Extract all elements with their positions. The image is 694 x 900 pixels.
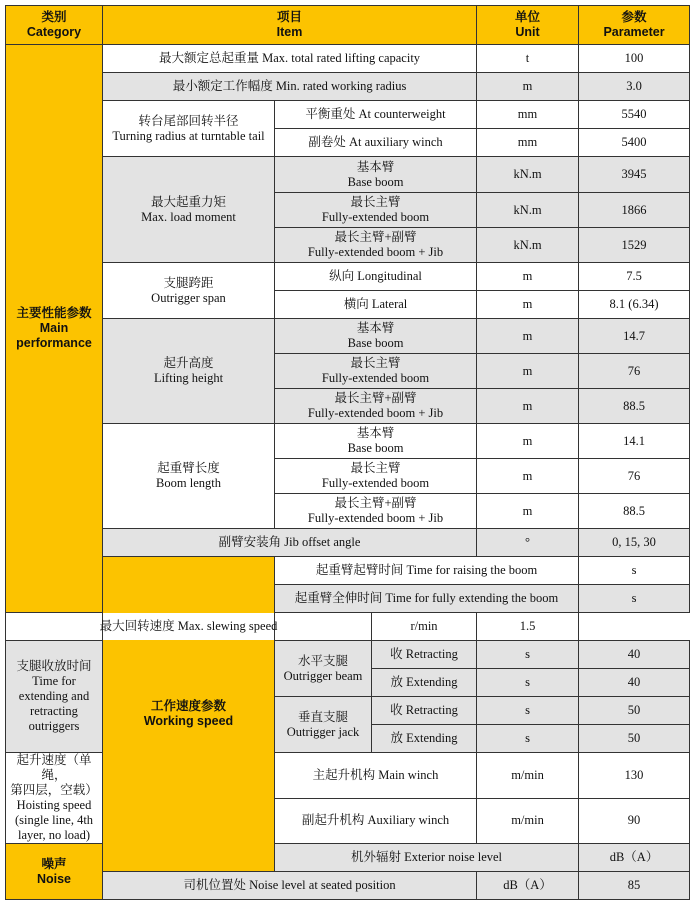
outrigger-beam-label: 水平支腿 Outrigger beam bbox=[275, 641, 372, 697]
header-parameter: 参数 Parameter bbox=[579, 6, 690, 45]
length-jib-value: 88.5 bbox=[579, 494, 690, 529]
length-base-label: 基本臂 Base boom bbox=[275, 424, 477, 459]
longitudinal-unit: m bbox=[477, 263, 579, 291]
jib-offset-unit: ° bbox=[477, 529, 579, 557]
lifting-height-label: 起升高度 Lifting height bbox=[103, 319, 275, 424]
beam-retract-label: 收 Retracting bbox=[372, 641, 477, 669]
moment-full-unit: kN.m bbox=[477, 193, 579, 228]
length-full-unit: m bbox=[477, 459, 579, 494]
min-radius-unit: m bbox=[477, 73, 579, 101]
beam-extend-label: 放 Extending bbox=[372, 669, 477, 697]
table-row bbox=[6, 424, 690, 459]
main-winch-label: 主起升机构 Main winch bbox=[275, 753, 477, 799]
raise-boom-label: 起重臂起臂时间 Time for raising the boom bbox=[275, 557, 579, 585]
seated-noise-label: 司机位置处 Noise level at seated position bbox=[103, 872, 477, 900]
jack-retract-label: 收 Retracting bbox=[372, 697, 477, 725]
height-full-value: 76 bbox=[579, 354, 690, 389]
category-noise: 噪声 Noise bbox=[6, 844, 103, 900]
load-moment-label: 最大起重力矩 Max. load moment bbox=[103, 157, 275, 263]
beam-extend-value: 40 bbox=[579, 669, 690, 697]
longitudinal-value: 7.5 bbox=[579, 263, 690, 291]
slewing-value: 1.5 bbox=[477, 613, 579, 641]
lateral-unit: m bbox=[477, 291, 579, 319]
specification-table bbox=[5, 5, 690, 900]
tail-radius-label: 转台尾部回转半径 Turning radius at turntable tail bbox=[103, 101, 275, 157]
outrigger-jack-label: 垂直支腿 Outrigger jack bbox=[275, 697, 372, 753]
height-jib-value: 88.5 bbox=[579, 389, 690, 424]
moment-jib-unit: kN.m bbox=[477, 228, 579, 263]
counterweight-unit: mm bbox=[477, 101, 579, 129]
aux-winch-speed-value: 90 bbox=[579, 798, 690, 844]
exterior-noise-unit: dB（A） bbox=[579, 844, 690, 872]
main-winch-unit: m/min bbox=[477, 753, 579, 799]
category-main-performance: 主要性能参数 Main performance bbox=[6, 45, 103, 613]
beam-retract-value: 40 bbox=[579, 641, 690, 669]
jack-extend-label: 放 Extending bbox=[372, 725, 477, 753]
aux-winch-label: 副卷处 At auxiliary winch bbox=[275, 129, 477, 157]
beam-retract-unit: s bbox=[477, 641, 579, 669]
max-load-value: 100 bbox=[579, 45, 690, 73]
main-winch-value: 130 bbox=[579, 753, 690, 799]
length-full-label: 最长主臂 Fully-extended boom bbox=[275, 459, 477, 494]
extend-boom-label: 起重臂全伸时间 Time for fully extending the boom bbox=[275, 585, 579, 613]
slewing-label: 最大回转速度 Max. slewing speed bbox=[6, 613, 372, 641]
jack-extend-value: 50 bbox=[579, 725, 690, 753]
category-working-speed: 工作速度参数 Working speed bbox=[103, 557, 275, 872]
moment-jib-value: 1529 bbox=[579, 228, 690, 263]
length-full-value: 76 bbox=[579, 459, 690, 494]
hoisting-speed-label: 起升速度（单绳， 第四层，空载） Hoisting speed (single line, 4th layer, no load) bbox=[6, 753, 103, 844]
length-jib-unit: m bbox=[477, 494, 579, 529]
jack-retract-unit: s bbox=[477, 697, 579, 725]
table-row bbox=[6, 45, 690, 73]
seated-noise-value: 85 bbox=[579, 872, 690, 900]
height-base-label: 基本臂 Base boom bbox=[275, 319, 477, 354]
min-radius-value: 3.0 bbox=[579, 73, 690, 101]
table-row bbox=[6, 557, 690, 585]
counterweight-value: 5540 bbox=[579, 101, 690, 129]
outrigger-span-label: 支腿跨距 Outrigger span bbox=[103, 263, 275, 319]
length-base-value: 14.1 bbox=[579, 424, 690, 459]
counterweight-label: 平衡重处 At counterweight bbox=[275, 101, 477, 129]
jib-offset-value: 0, 15, 30 bbox=[579, 529, 690, 557]
table-row bbox=[6, 101, 690, 129]
header-category: 类别 Category bbox=[6, 6, 103, 45]
jack-retract-value: 50 bbox=[579, 697, 690, 725]
seated-noise-unit: dB（A） bbox=[477, 872, 579, 900]
length-base-unit: m bbox=[477, 424, 579, 459]
boom-length-label: 起重臂长度 Boom length bbox=[103, 424, 275, 529]
table-row bbox=[6, 613, 690, 641]
raise-boom-unit: s bbox=[579, 557, 690, 585]
height-jib-label: 最长主臂+副臂 Fully-extended boom + Jib bbox=[275, 389, 477, 424]
table-row bbox=[6, 529, 690, 557]
table-row bbox=[6, 157, 690, 193]
max-load-label: 最大额定总起重量 Max. total rated lifting capacity bbox=[103, 45, 477, 73]
height-base-value: 14.7 bbox=[579, 319, 690, 354]
aux-winch-speed-label: 副起升机构 Auxiliary winch bbox=[275, 798, 477, 844]
longitudinal-label: 纵向 Longitudinal bbox=[275, 263, 477, 291]
header-item: 项目 Item bbox=[103, 6, 477, 45]
moment-full-value: 1866 bbox=[579, 193, 690, 228]
jib-offset-label: 副臂安装角 Jib offset angle bbox=[103, 529, 477, 557]
moment-base-label: 基本臂 Base boom bbox=[275, 157, 477, 193]
moment-base-value: 3945 bbox=[579, 157, 690, 193]
aux-winch-speed-unit: m/min bbox=[477, 798, 579, 844]
length-jib-label: 最长主臂+副臂 Fully-extended boom + Jib bbox=[275, 494, 477, 529]
table-row bbox=[6, 263, 690, 291]
beam-extend-unit: s bbox=[477, 669, 579, 697]
lateral-label: 横向 Lateral bbox=[275, 291, 477, 319]
header-row bbox=[6, 6, 690, 45]
moment-base-unit: kN.m bbox=[477, 157, 579, 193]
aux-winch-unit: mm bbox=[477, 129, 579, 157]
height-base-unit: m bbox=[477, 319, 579, 354]
height-full-unit: m bbox=[477, 354, 579, 389]
jack-extend-unit: s bbox=[477, 725, 579, 753]
aux-winch-value: 5400 bbox=[579, 129, 690, 157]
table-row bbox=[6, 73, 690, 101]
moment-full-label: 最长主臂 Fully-extended boom bbox=[275, 193, 477, 228]
min-radius-label: 最小额定工作幅度 Min. rated working radius bbox=[103, 73, 477, 101]
extend-boom-unit: s bbox=[579, 585, 690, 613]
height-full-label: 最长主臂 Fully-extended boom bbox=[275, 354, 477, 389]
header-unit: 单位 Unit bbox=[477, 6, 579, 45]
max-load-unit: t bbox=[477, 45, 579, 73]
lateral-value: 8.1 (6.34) bbox=[579, 291, 690, 319]
moment-jib-label: 最长主臂+副臂 Fully-extended boom + Jib bbox=[275, 228, 477, 263]
outrigger-time-label: 支腿收放时间 Time for extending and retracting outriggers bbox=[6, 641, 103, 753]
slewing-unit: r/min bbox=[372, 613, 477, 641]
exterior-noise-label: 机外辐射 Exterior noise level bbox=[275, 844, 579, 872]
table-row bbox=[6, 319, 690, 354]
height-jib-unit: m bbox=[477, 389, 579, 424]
